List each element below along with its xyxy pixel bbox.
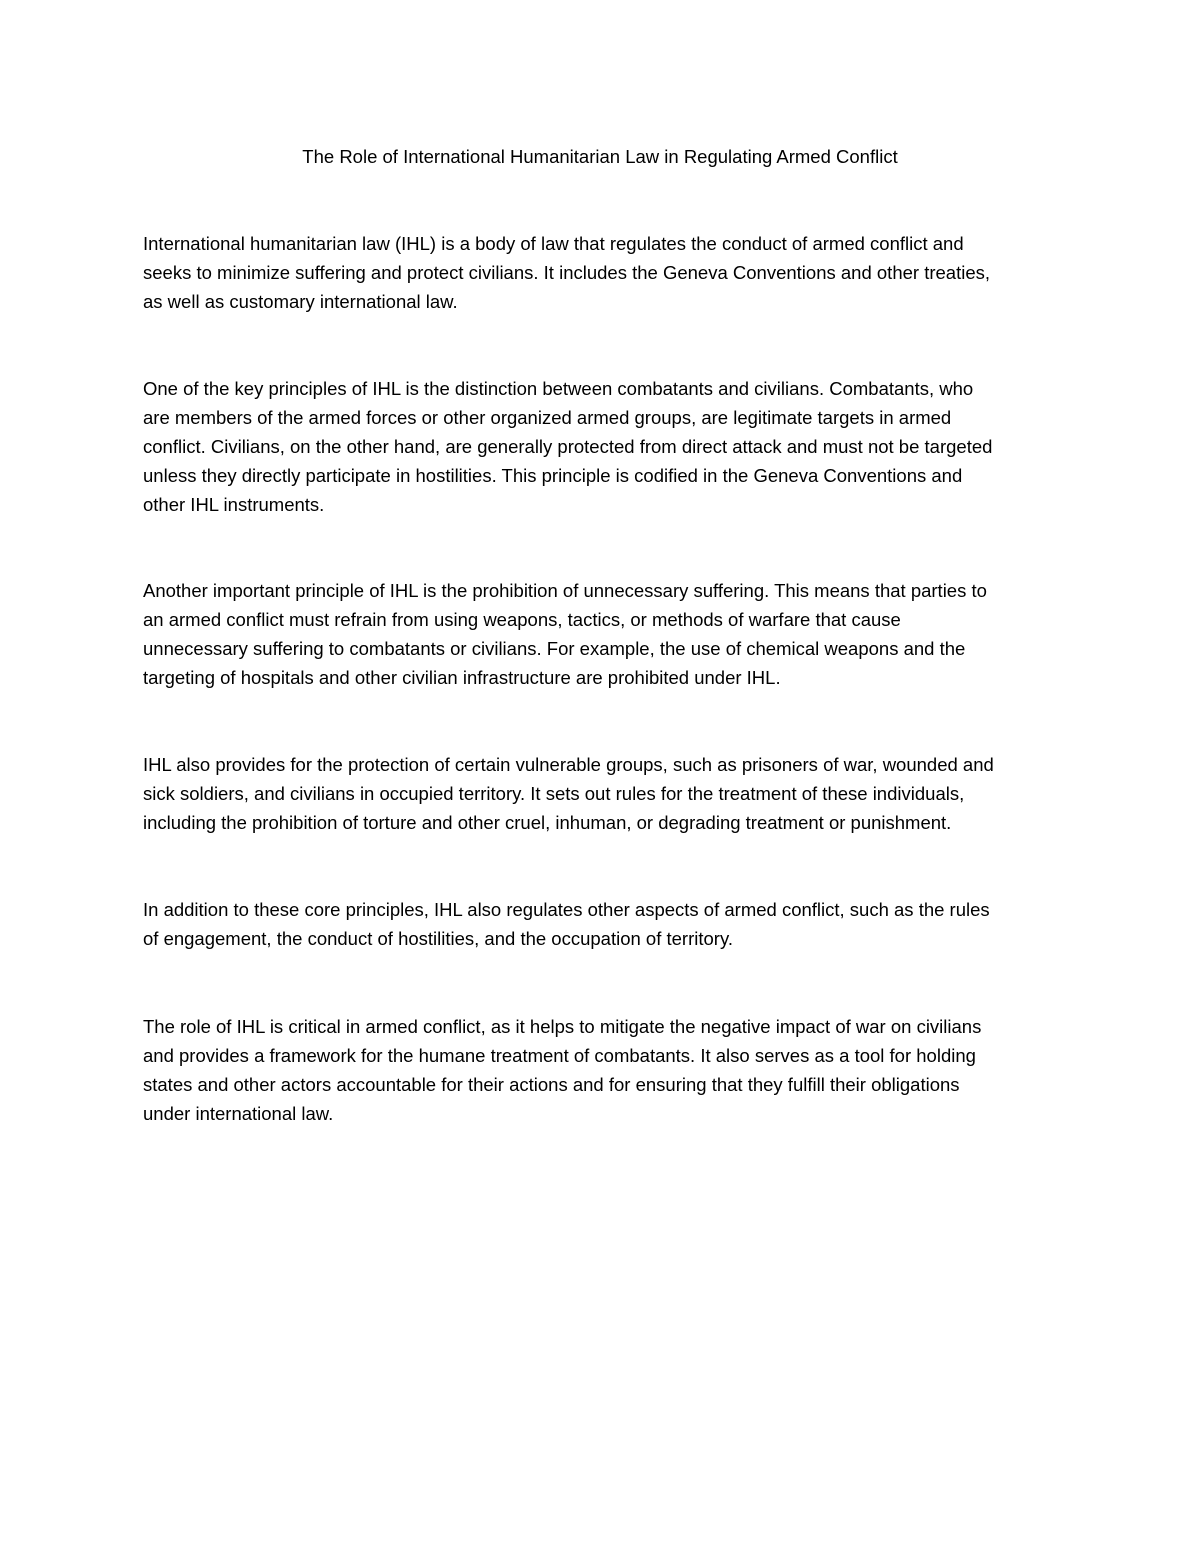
paragraph-line: In addition to these core principles, IHL also regulates other aspects of armed conflict, such as the rules xyxy=(143,899,990,920)
paragraph-line: IHL also provides for the protection of certain vulnerable groups, such as prisoners of war, wounded and xyxy=(143,754,994,775)
paragraph-conclusion xyxy=(143,1012,1073,1128)
paragraph-line: unnecessary suffering to combatants or civilians. For example, the use of chemical weapons and the xyxy=(143,638,966,659)
paragraph-line: as well as customary international law. xyxy=(143,291,458,312)
paragraph-introduction xyxy=(143,229,1073,316)
paragraph-line: states and other actors accountable for their actions and for ensuring that they fulfill their obligations xyxy=(143,1074,960,1095)
paragraph-line: unless they directly participate in hostilities. This principle is codified in the Geneva Conventions and xyxy=(143,465,963,486)
paragraph-line: The role of IHL is critical in armed conflict, as it helps to mitigate the negative impact of war on civilians xyxy=(143,1016,982,1037)
paragraph-line: and provides a framework for the humane treatment of combatants. It also serves as a tool for holding xyxy=(143,1045,976,1066)
paragraph-line: are members of the armed forces or other organized armed groups, are legitimate targets in armed xyxy=(143,407,952,428)
paragraph-line: including the prohibition of torture and other cruel, inhuman, or degrading treatment or punishment. xyxy=(143,812,952,833)
paragraph-unnecessary-suffering xyxy=(143,576,1073,692)
paragraph-line: targeting of hospitals and other civilian infrastructure are prohibited under IHL. xyxy=(143,667,781,688)
paragraph-line: an armed conflict must refrain from using weapons, tactics, or methods of warfare that cause xyxy=(143,609,901,630)
paragraph-other-aspects xyxy=(143,895,1073,953)
paragraph-line: conflict. Civilians, on the other hand, are generally protected from direct attack and must not be targeted xyxy=(143,436,993,457)
paragraph-distinction xyxy=(143,374,1073,519)
paragraph-line: under international law. xyxy=(143,1103,334,1124)
paragraph-line: seeks to minimize suffering and protect civilians. It includes the Geneva Conventions and other treaties, xyxy=(143,262,990,283)
paragraph-line: sick soldiers, and civilians in occupied territory. It sets out rules for the treatment of these individuals, xyxy=(143,783,965,804)
paragraph-vulnerable-groups xyxy=(143,750,1073,837)
paragraph-line: other IHL instruments. xyxy=(143,494,325,515)
paragraph-line: of engagement, the conduct of hostilities, and the occupation of territory. xyxy=(143,928,733,949)
paragraph-line: One of the key principles of IHL is the distinction between combatants and civilians. Combatants, who xyxy=(143,378,974,399)
document-title: The Role of International Humanitarian Law in Regulating Armed Conflict xyxy=(302,146,898,167)
paragraph-line: Another important principle of IHL is the prohibition of unnecessary suffering. This means that parties to xyxy=(143,580,987,601)
paragraph-line: International humanitarian law (IHL) is a body of law that regulates the conduct of armed conflict and xyxy=(143,233,964,254)
